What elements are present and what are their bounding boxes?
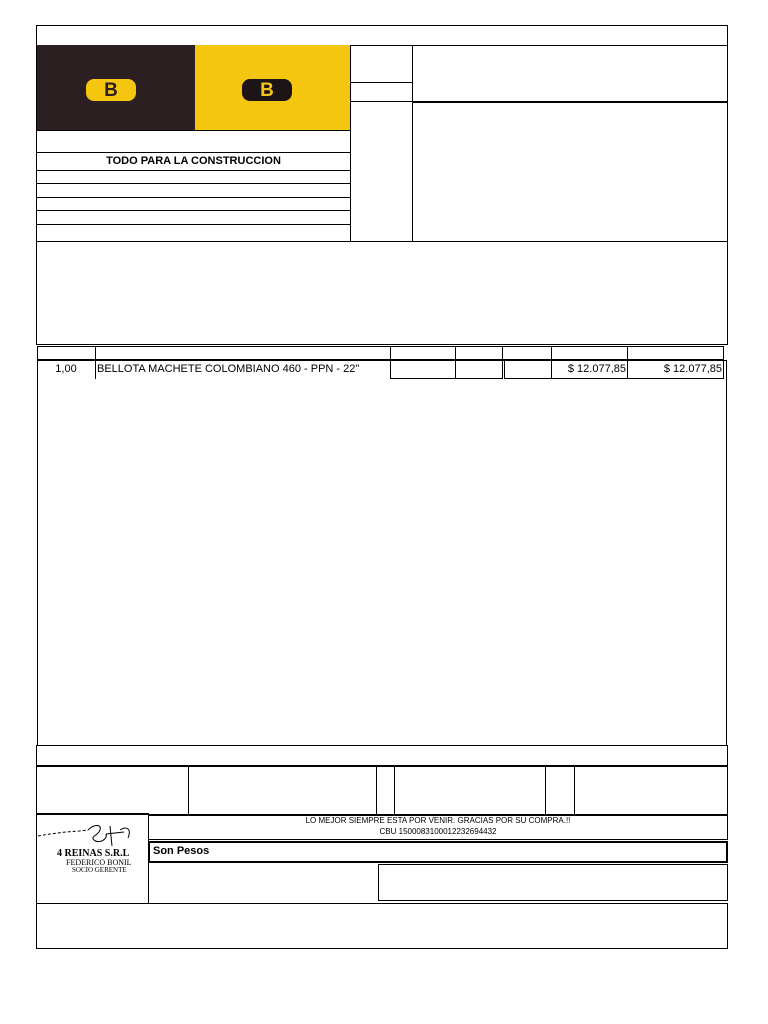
- row-col-box-2: [455, 360, 503, 379]
- totals-col-2: [376, 766, 377, 815]
- cbu-number: CBU 1500083100012232694432: [379, 827, 497, 836]
- address-line-2: [36, 197, 351, 198]
- amount-in-words-label: Son Pesos: [153, 845, 210, 857]
- item-quantity: 1,00: [55, 363, 77, 375]
- logo-badge-right: [242, 79, 292, 101]
- item-total: $ 12.077,85: [663, 363, 722, 375]
- stamp-role: SOCIO GERENTE: [72, 866, 127, 874]
- items-header-col-4: [502, 346, 503, 360]
- logo-letter-left: B: [104, 79, 118, 101]
- stamp-name: FEDERICO BONIL: [66, 858, 132, 867]
- logo-badge-left: [86, 79, 136, 101]
- doc-type-line-2: [350, 101, 412, 102]
- company-tagline: TODO PARA LA CONSTRUCCION: [106, 155, 281, 167]
- logo-letter-right: B: [260, 79, 274, 101]
- footer-right-box: [378, 864, 728, 901]
- thank-you-message: LO MEJOR SIEMPRE ESTA POR VENIR. GRACIAS POR SU COMPRA.!!: [305, 816, 571, 825]
- row-col-box-3: [504, 360, 552, 379]
- totals-col-4: [545, 766, 546, 815]
- items-header-col-5: [551, 346, 552, 360]
- header-left-divider: [350, 45, 351, 242]
- amount-in-words-box: [148, 841, 728, 863]
- items-header-col-6: [627, 346, 628, 360]
- items-header-row: [37, 346, 724, 360]
- item-description: BELLOTA MACHETE COLOMBIANO 460 - PPN - 22": [97, 363, 360, 375]
- row-col-box-1: [390, 360, 456, 379]
- totals-col-3: [394, 766, 395, 815]
- address-line-4: [36, 224, 351, 225]
- address-line-1: [36, 183, 351, 184]
- subtotal-strip: [36, 745, 728, 766]
- stamp-company: 4 REINAS S.R.L: [57, 848, 130, 859]
- customer-box: [36, 241, 728, 345]
- items-header-col-1: [95, 346, 96, 360]
- invoice-number-box: [412, 45, 728, 103]
- row-col-1: [95, 360, 96, 379]
- invoice-info-box: [412, 102, 728, 242]
- logo-bottom-divider: [36, 130, 351, 131]
- totals-row: [36, 766, 728, 815]
- items-header-col-2: [390, 346, 391, 360]
- totals-col-5: [574, 766, 575, 815]
- doc-type-line-1: [350, 82, 412, 83]
- header-top-strip: [36, 25, 728, 46]
- items-body: [37, 360, 727, 746]
- bottom-notes-box: [36, 903, 728, 949]
- item-unit-price: $ 12.077,85: [567, 363, 626, 375]
- totals-col-1: [188, 766, 189, 815]
- items-header-col-3: [455, 346, 456, 360]
- address-line-3: [36, 210, 351, 211]
